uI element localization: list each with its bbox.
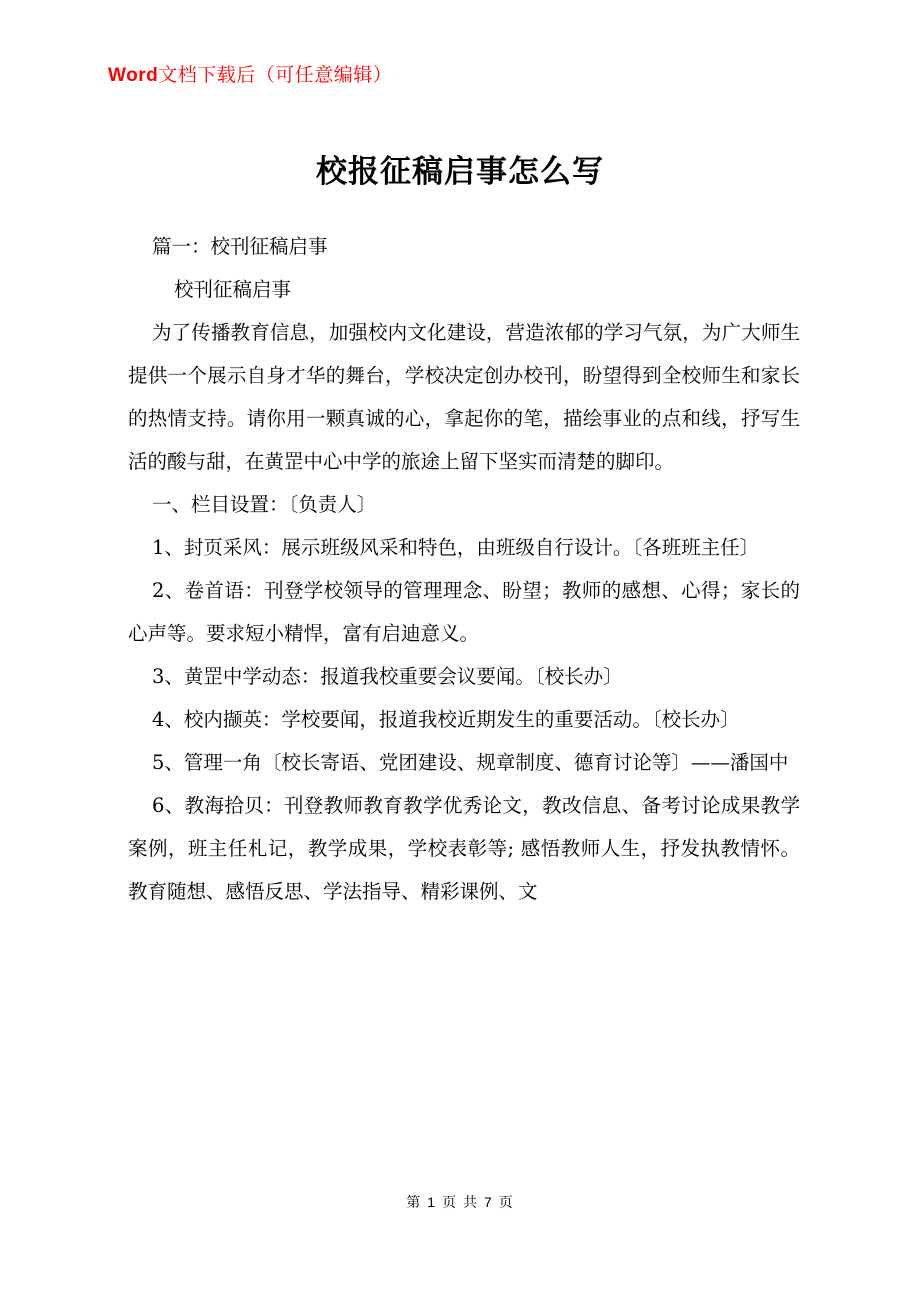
watermark-rest-label: 文档下载后（可任意编辑） xyxy=(158,65,393,86)
paragraph: 4、校内撷英：学校要闻，报道我校近期发生的重要活动。〔校长办〕 xyxy=(152,708,740,731)
footer-current-page: 1 xyxy=(427,1194,436,1210)
paragraph: 篇一：校刊征稿启事 xyxy=(152,235,328,258)
footer-total-label: 共 xyxy=(463,1194,478,1210)
paragraph: 一、栏目设置：〔负责人〕 xyxy=(152,493,377,516)
paragraph: 校刊征稿启事 xyxy=(174,278,292,301)
footer-page-unit: 页 xyxy=(442,1194,457,1210)
paragraph: 1、封页采风：展示班级风采和特色，由班级自行设计。〔各班班主任〕 xyxy=(152,536,760,559)
paragraph: 为了传播教育信息，加强校内文化建设，营造浓郁的学习气氛，为广大师生提供一个展示自身才华的舞台，学校决定创办校刊，盼望得到全校师生和家长的热情支持。请你用一颗真诚的心，拿起你的笔，描绘事业的点和线，抒写生活的酸与甜，在黄罡中心中学的旅途上留下坚实而清楚的脚印。 xyxy=(128,321,800,473)
page-footer xyxy=(0,1192,920,1212)
paragraph: 3、黄罡中学动态：报道我校重要会议要闻。〔校长办〕 xyxy=(152,665,623,688)
paragraph: 2、卷首语：刊登学校领导的管理理念、盼望；教师的感想、心得；家长的心声等。要求短小精悍，富有启迪意义。 xyxy=(128,579,800,645)
watermark-word-label: Word xyxy=(108,65,159,86)
footer-page-label: 第 xyxy=(406,1194,422,1210)
footer-total-pages: 7 xyxy=(484,1194,493,1210)
page-title: 校报征稿启事怎么写 xyxy=(316,154,604,190)
document-body xyxy=(128,225,800,913)
footer-total-unit: 页 xyxy=(498,1194,514,1210)
paragraph: 6、教海拾贝：刊登教师教育教学优秀论文，教改信息、备考讨论成果教学案例，班主任札记，教学成果，学校表彰等; 感悟教师人生，抒发执教情怀。教育随想、感悟反思、学法指导、精彩课例、文 xyxy=(128,794,800,903)
paragraph: 5、管理一角〔校长寄语、党团建设、规章制度、德育讨论等〕——潘国中 xyxy=(152,751,789,774)
watermark-banner xyxy=(108,60,392,87)
